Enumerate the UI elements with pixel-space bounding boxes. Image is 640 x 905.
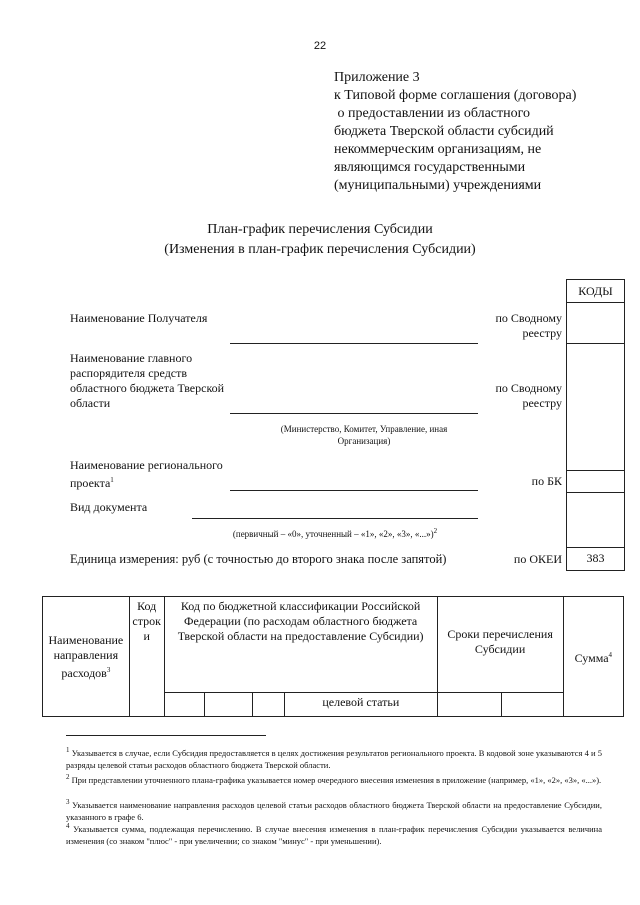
codes-column (566, 279, 625, 571)
recipient-code-label: по Сводному реестру (495, 311, 562, 340)
footnote-number: 4 (66, 822, 70, 830)
codes-divider (567, 343, 624, 344)
manager-label: Наименование главного распорядителя средств областного бюджета Тверской области (70, 351, 225, 410)
document-subtitle: (Изменения в план-график перечисления Субсидии) (164, 242, 476, 257)
footnote-2: $^2$ При представлении уточненного плана-графика указывается номер очередного внесения изменения в приложение (например, «1», «2», «3», «...»). (66, 773, 602, 785)
appendix-line: о предоставлении из областного (334, 106, 531, 121)
project-label: Наименование регионального проекта$^1$ (70, 458, 223, 490)
sub-header-cell (253, 693, 285, 717)
manager-input-line[interactable] (230, 413, 478, 414)
footnote-number: 1 (66, 746, 70, 754)
unit-label: Единица измерения: руб (с точностью до второго знака после запятой) (70, 552, 447, 566)
appendix-line: некоммерческим организациям, не (334, 142, 542, 157)
codes-divider (567, 492, 624, 493)
appendix-line: к Типовой форме соглашения (договора) (334, 88, 577, 103)
sub-header-target-item: целевой статьи (285, 693, 437, 717)
sub-header-cell (501, 693, 563, 717)
codes-divider (567, 547, 624, 548)
sub-header-cell (437, 693, 501, 717)
appendix-line: бюджета Тверской области субсидий (334, 124, 554, 139)
footnote-ref: 4 (608, 650, 613, 659)
codes-header: КОДЫ (567, 280, 624, 303)
col-code-line-header: Код строк и (129, 597, 164, 717)
footnote-number: 3 (66, 798, 70, 806)
unit-code-label: по ОКЕИ (513, 552, 562, 566)
doc-type-input-line[interactable] (192, 518, 478, 519)
footnote-ref: 3 (106, 665, 111, 674)
footnote-ref: 2 (433, 527, 438, 535)
appendix-line: являющимся государственными (334, 160, 526, 175)
recipient-input-line[interactable] (230, 343, 478, 344)
sub-header-cell (164, 693, 205, 717)
sub-header-cell (205, 693, 253, 717)
appendix-line: (муниципальными) учреждениями (334, 178, 542, 193)
footnote-1: $^1$ Указывается в случае, если Субсидия предоставляется в целях достижения результатов регионального проекта. В кодовой зоне указываются 4 и 5 разряды целевой статьи расходов областного бюджета Тверской области. (66, 746, 603, 770)
okei-code-value: 383 (586, 551, 605, 565)
codes-divider (567, 470, 624, 471)
footnote-ref: 1 (110, 476, 114, 484)
recipient-label: Наименование Получателя (70, 311, 208, 325)
page-number: 22 (313, 40, 327, 52)
document-title: План-график перечисления Субсидии (207, 222, 433, 237)
footnote-3: $^3$ Указывается наименование направления расходов целевой статьи расходов областного бюджета Тверской области на предоставление Субсидии, указанного в графе 6. (66, 798, 602, 822)
col-sum-header: Сумма$^4$ (563, 597, 623, 717)
project-input-line[interactable] (230, 490, 478, 491)
doc-type-hint: (первичный – «0», уточненный – «1», «2», «3», «...»)$^2$ (232, 527, 438, 539)
doc-type-label: Вид документа (70, 500, 148, 514)
appendix-header (334, 69, 624, 195)
col-budget-code-header: Код по бюджетной классификации Российской Федерации (по расходам областного бюджета Тверской области на предоставление Субсидии) (164, 597, 437, 693)
col-direction-header: Наименование направления расходов$^3$ (43, 597, 130, 717)
footnote-number: 2 (66, 773, 70, 781)
manager-hint: (Министерство, Комитет, Управление, иная Организация) (280, 424, 448, 446)
appendix-line: Приложение 3 (334, 70, 420, 85)
col-dates-header: Сроки перечисления Субсидии (437, 597, 563, 693)
manager-code-label: по Сводному реестру (495, 381, 562, 410)
project-code-label: по БК (531, 474, 562, 488)
schedule-table (42, 596, 624, 717)
footnote-4: $^4$ Указывается сумма, подлежащая перечислению. В случае внесения изменения в план-график перечисления Субсидии указывается величина изменения (со знаком "плюс" - при увеличении; со знаком "минус" - при уменьшении). (66, 822, 603, 846)
footnote-separator (66, 735, 266, 736)
